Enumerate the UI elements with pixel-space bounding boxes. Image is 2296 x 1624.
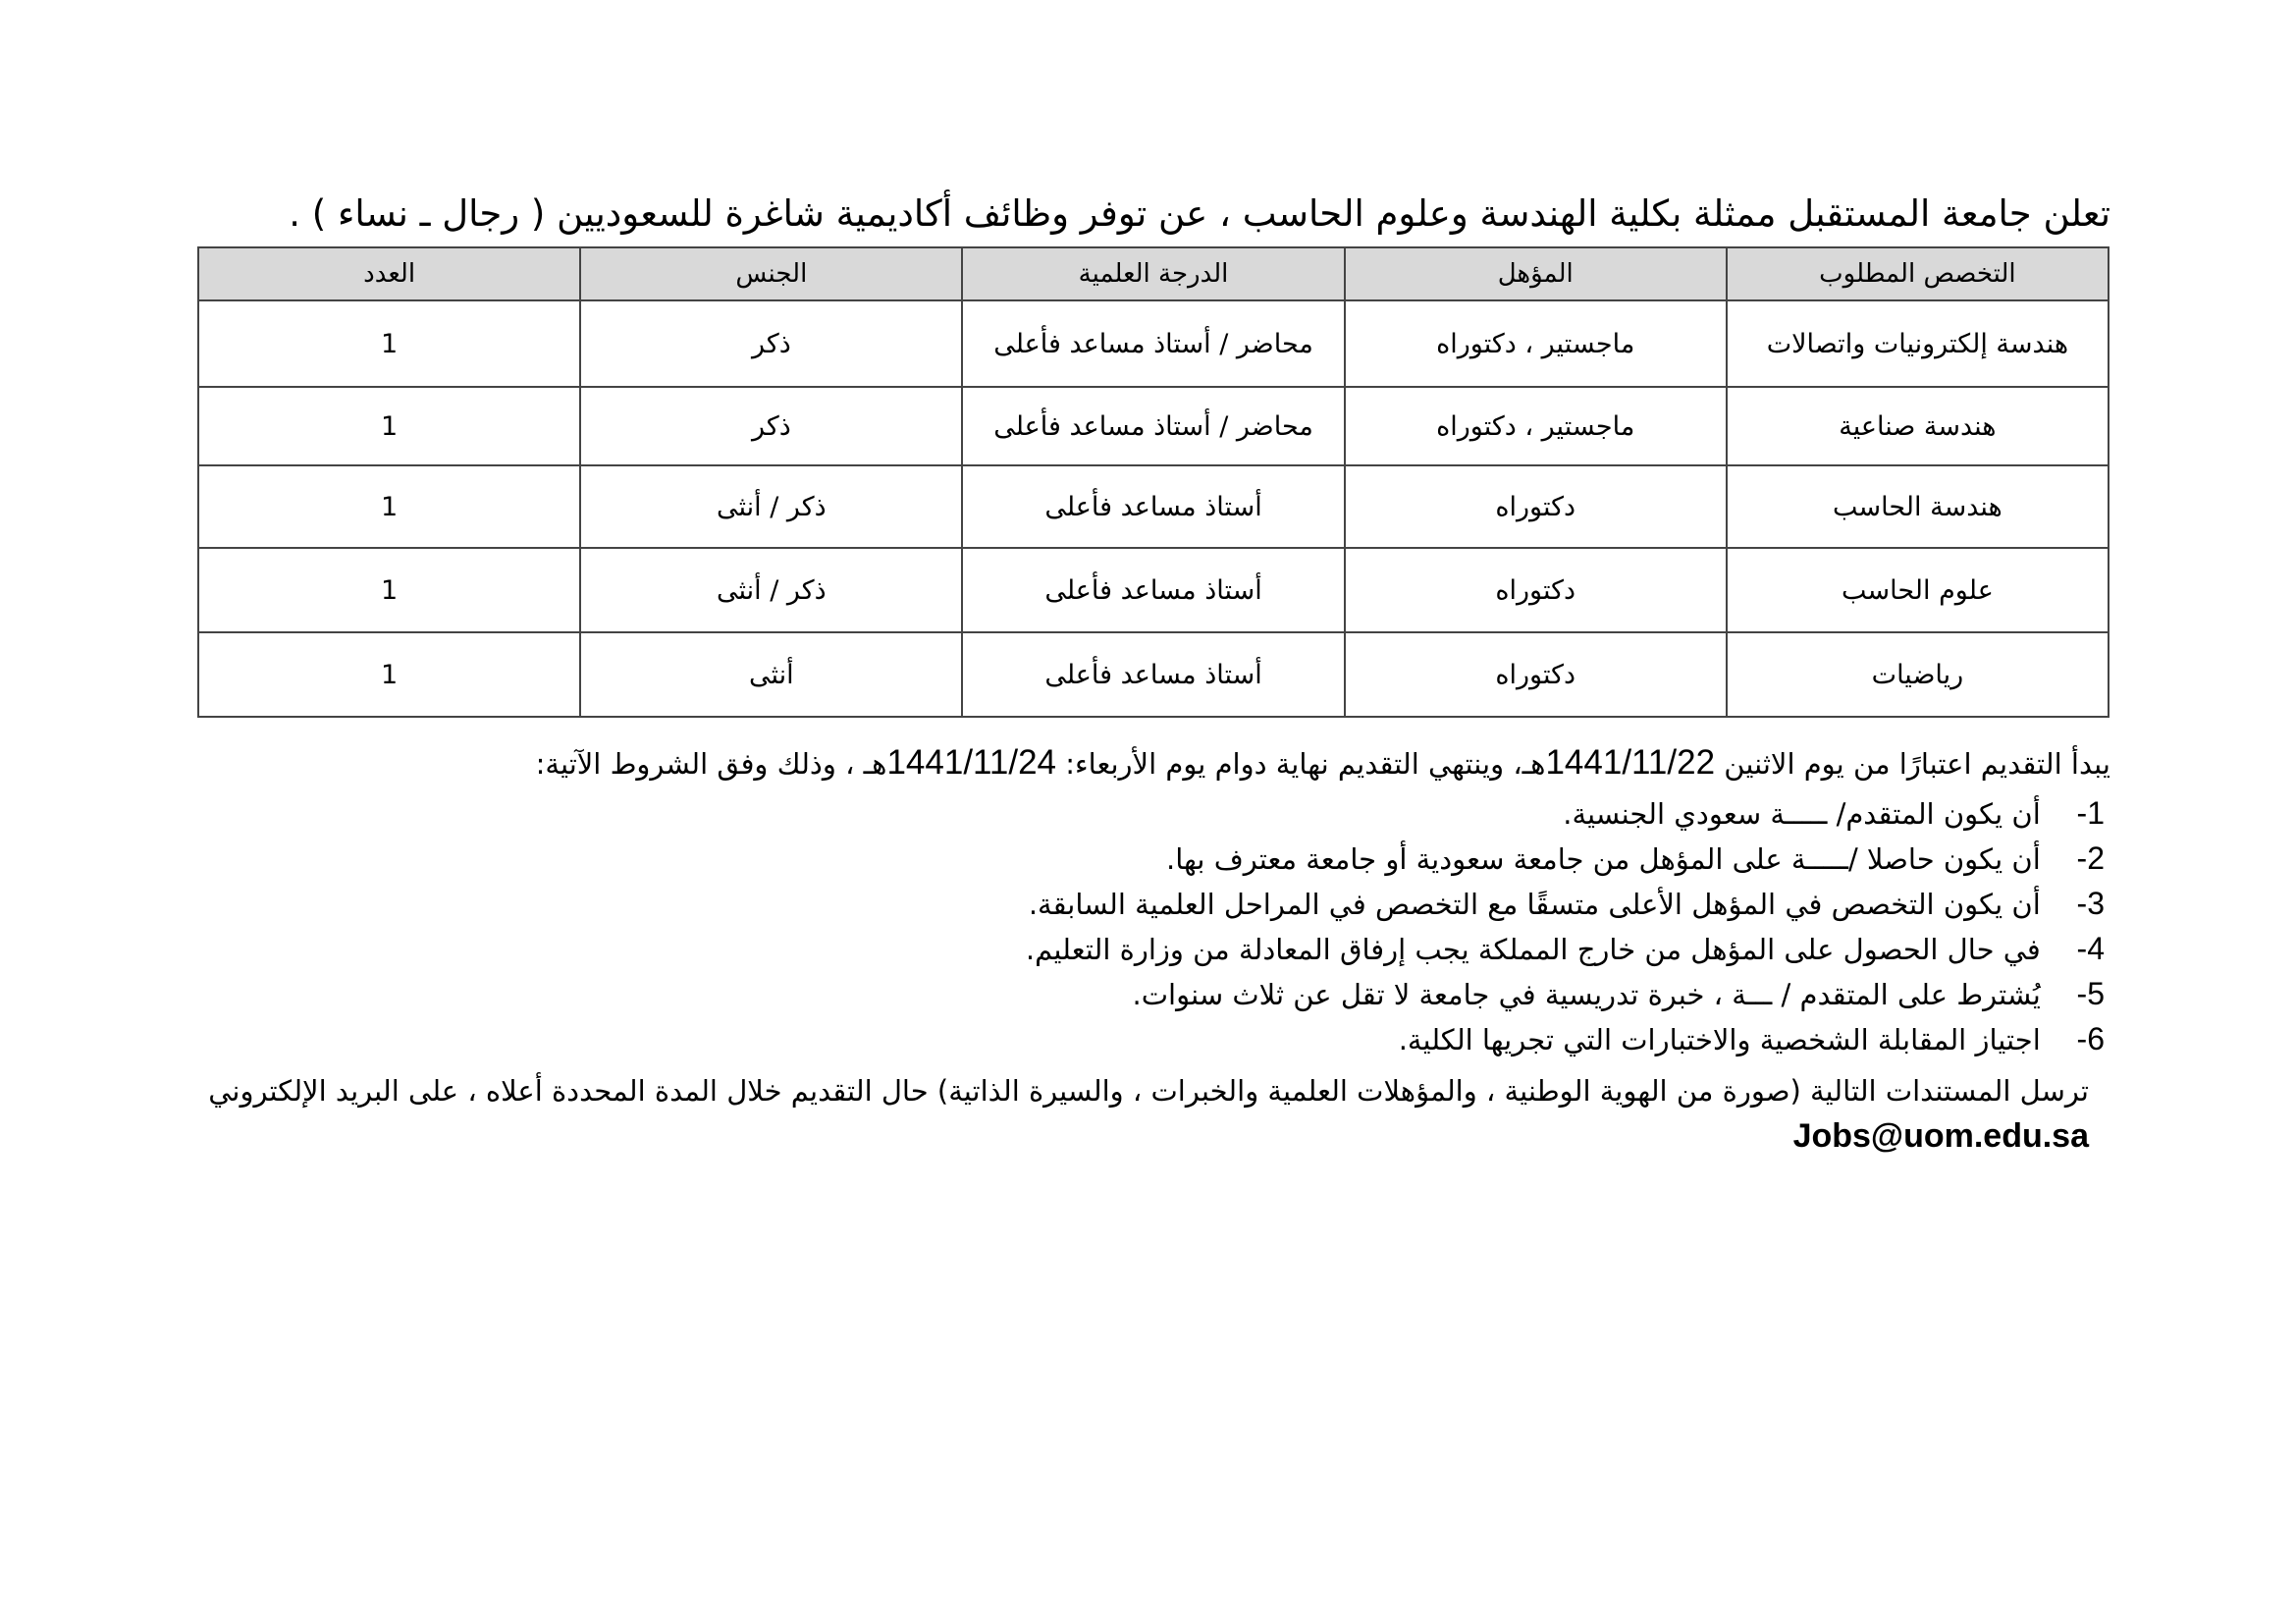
table-row: [198, 632, 2109, 717]
cell-academic-rank: أستاذ مساعد فأعلى: [962, 465, 1344, 548]
condition-item: [196, 972, 2105, 1017]
cell-gender: ذكر / أنثى: [580, 465, 962, 548]
cell-gender: ذكر: [580, 300, 962, 387]
cell-qualification: ماجستير ، دكتوراه: [1345, 300, 1727, 387]
condition-item: [196, 791, 2105, 837]
cell-count: 1: [198, 632, 580, 717]
cell-gender: ذكر / أنثى: [580, 548, 962, 632]
application-period: [196, 738, 2110, 788]
condition-text: أن يكون حاصلا /ـــــة على المؤهل من جامعة سعودية أو جامعة معترف بها.: [1166, 842, 2041, 876]
cell-specialization: هندسة الحاسب: [1727, 465, 2109, 548]
table-row: [198, 387, 2109, 465]
condition-number: 1-: [2076, 795, 2105, 831]
cell-specialization: هندسة إلكترونيات واتصالات: [1727, 300, 2109, 387]
cell-qualification: دكتوراه: [1345, 548, 1727, 632]
announcement-intro: تعلن جامعة المستقبل ممثلة بكلية الهندسة وعلوم الحاسب ، عن توفر وظائف أكاديمية شاغرة للسعوديين ( رجال ـ نساء ) .: [289, 192, 2110, 235]
table-header-row: [198, 247, 2109, 300]
cell-qualification: دكتوراه: [1345, 465, 1727, 548]
cell-count: 1: [198, 387, 580, 465]
condition-item: [196, 882, 2105, 927]
condition-number: 5-: [2076, 976, 2105, 1011]
header-qualification: المؤهل: [1345, 247, 1727, 300]
header-academic-rank: الدرجة العلمية: [962, 247, 1344, 300]
application-text-middle: هـ، وينتهي التقديم نهاية دوام يوم الأربعاء:: [1056, 747, 1546, 781]
table-row: [198, 465, 2109, 548]
cell-gender: أنثى: [580, 632, 962, 717]
condition-number: 4-: [2076, 931, 2105, 966]
cell-specialization: رياضيات: [1727, 632, 2109, 717]
header-specialization: التخصص المطلوب: [1727, 247, 2109, 300]
email-address: Jobs@uom.edu.sa: [1792, 1117, 2089, 1155]
cell-academic-rank: أستاذ مساعد فأعلى: [962, 548, 1344, 632]
end-date: 1441/11/24: [886, 743, 1057, 782]
conditions-list: [196, 791, 2105, 1062]
condition-text: اجتياز المقابلة الشخصية والاختبارات التي تجريها الكلية.: [1398, 1023, 2041, 1056]
cell-academic-rank: محاضر / أستاذ مساعد فأعلى: [962, 387, 1344, 465]
table-row: [198, 300, 2109, 387]
condition-text: يُشترط على المتقدم / ـــة ، خبرة تدريسية في جامعة لا تقل عن ثلاث سنوات.: [1132, 978, 2041, 1011]
cell-academic-rank: أستاذ مساعد فأعلى: [962, 632, 1344, 717]
application-text-end: هـ ، وذلك وفق الشروط الآتية:: [535, 747, 887, 781]
cell-gender: ذكر: [580, 387, 962, 465]
application-text-start: يبدأ التقديم اعتبارًا من يوم الاثنين: [1715, 747, 2110, 781]
condition-text: أن يكون التخصص في المؤهل الأعلى متسقًا مع التخصص في المراحل العلمية السابقة.: [1028, 888, 2041, 921]
table-row: [198, 548, 2109, 632]
condition-number: 3-: [2076, 886, 2105, 921]
condition-item: [196, 837, 2105, 882]
cell-qualification: ماجستير ، دكتوراه: [1345, 387, 1727, 465]
cell-specialization: علوم الحاسب: [1727, 548, 2109, 632]
vacancies-table: [197, 246, 2109, 718]
condition-number: 6-: [2076, 1021, 2105, 1056]
cell-specialization: هندسة صناعية: [1727, 387, 2109, 465]
condition-item: [196, 1017, 2105, 1062]
documents-note: ترسل المستندات التالية (صورة من الهوية الوطنية ، والمؤهلات العلمية والخبرات ، والسيرة الذاتية) حال التقديم خلال المدة المحددة أعلاه ، على البريد الإلكتروني: [208, 1074, 2089, 1108]
condition-item: [196, 927, 2105, 972]
cell-qualification: دكتوراه: [1345, 632, 1727, 717]
cell-count: 1: [198, 548, 580, 632]
condition-text: في حال الحصول على المؤهل من خارج المملكة يجب إرفاق المعادلة من وزارة التعليم.: [1025, 933, 2041, 966]
header-gender: الجنس: [580, 247, 962, 300]
condition-text: أن يكون المتقدم/ ـــــة سعودي الجنسية.: [1563, 797, 2041, 831]
cell-count: 1: [198, 300, 580, 387]
cell-academic-rank: محاضر / أستاذ مساعد فأعلى: [962, 300, 1344, 387]
header-count: العدد: [198, 247, 580, 300]
condition-number: 2-: [2076, 840, 2105, 876]
start-date: 1441/11/22: [1545, 743, 1716, 782]
cell-count: 1: [198, 465, 580, 548]
